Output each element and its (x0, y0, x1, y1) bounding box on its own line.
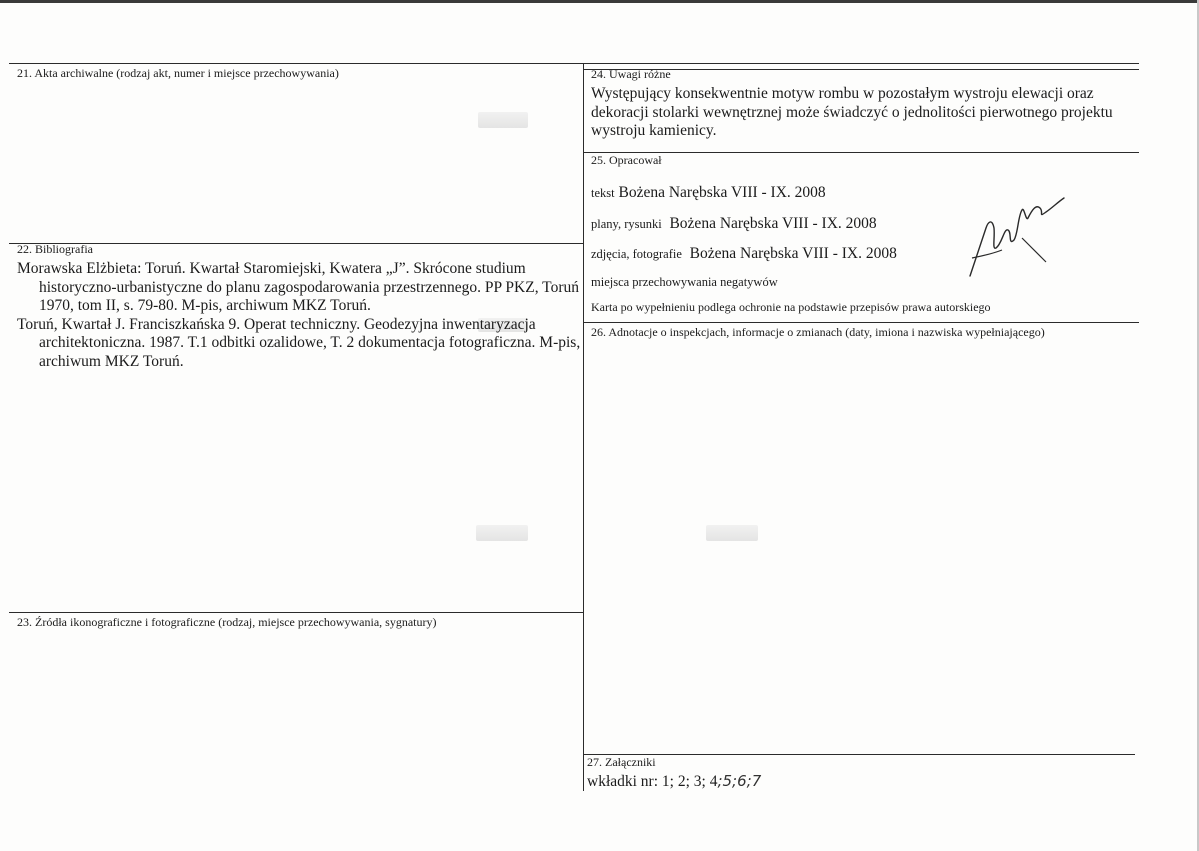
scan-smear (478, 112, 528, 128)
signature-mark (962, 188, 1068, 288)
section-21-label: 21. Akta archiwalne (rodzaj akt, numer i miejsce przechowywania) (17, 66, 339, 80)
divider-25-26 (584, 322, 1139, 323)
section-27-label: 27. Załączniki (587, 755, 656, 769)
section-25-label: 25. Opracował (591, 153, 662, 167)
author-row-text (591, 184, 826, 203)
remarks-text: Występujący konsekwentnie motyw rombu w pozostałym wystroju elewacji oraz dekoracji stolarki wewnętrznej może świadczyć o jednolitości pierwotnego projektu wystroju kamienicy. (591, 85, 1113, 139)
attachments-handwritten: ;5;6;7 (717, 772, 762, 790)
author-row-value: Bożena Narębska VIII - IX. 2008 (669, 215, 877, 232)
author-row-value: Bożena Narębska VIII - IX. 2008 (689, 245, 897, 262)
author-row-label: tekst (591, 186, 615, 200)
author-row-plans (591, 215, 877, 234)
attachments-line (587, 772, 761, 792)
author-row-label: miejsca przechowywania negatywów (591, 275, 778, 289)
divider-22-23 (9, 612, 583, 613)
bibliography-entry: Toruń, Kwartał J. Franciszkańska 9. Operat techniczny. Geodezyjna inwentaryzacja architektoniczna. 1987. T.1 odbitki ozalidowe, T. 2 dokumentacja fotograficzna. M-pis, archiwum MKZ Toruń. (17, 315, 581, 370)
section-23-label: 23. Źródła ikonograficzne i fotograficzne (rodzaj, miejsce przechowywania, sygnatury) (17, 615, 437, 629)
author-row-label: zdjęcia, fotografie (591, 247, 682, 261)
top-border (9, 63, 1139, 64)
copyright-notice: Karta po wypełnieniu podlega ochronie na podstawie przepisów prawa autorskiego (591, 300, 991, 314)
scan-top-edge (0, 0, 1199, 3)
attachments-printed: wkładki nr: 1; 2; 3; 4 (587, 773, 718, 790)
author-row-photos (591, 245, 897, 264)
scan-smear (706, 525, 758, 541)
divider-26-27 (584, 754, 1135, 755)
scan-smear (476, 525, 528, 541)
author-row-label: plany, rysunki (591, 217, 662, 231)
divider-24-25 (584, 152, 1139, 153)
author-row-value: Bożena Narębska VIII - IX. 2008 (618, 184, 826, 201)
divider-21-22 (9, 243, 583, 244)
section-24-label: 24. Uwagi różne (591, 67, 671, 81)
section-26-label: 26. Adnotacje o inspekcjach, informacje o zmianach (daty, imiona i nazwiska wypełniającego) (591, 325, 1045, 339)
bibliography-list (17, 260, 581, 371)
bibliography-entry: Morawska Elżbieta: Toruń. Kwartał Staromiejski, Kwatera „J”. Skrócone studium historyczno-urbanistyczne do planu zagospodarowania przestrzennego. PP PKZ, Toruń 1970, tom II, s. 79-80. M-pis, archiwum MKZ Toruń. (17, 260, 579, 314)
author-row-negatives (591, 273, 778, 292)
center-divider (583, 63, 584, 791)
section-22-label: 22. Bibliografia (17, 242, 93, 256)
